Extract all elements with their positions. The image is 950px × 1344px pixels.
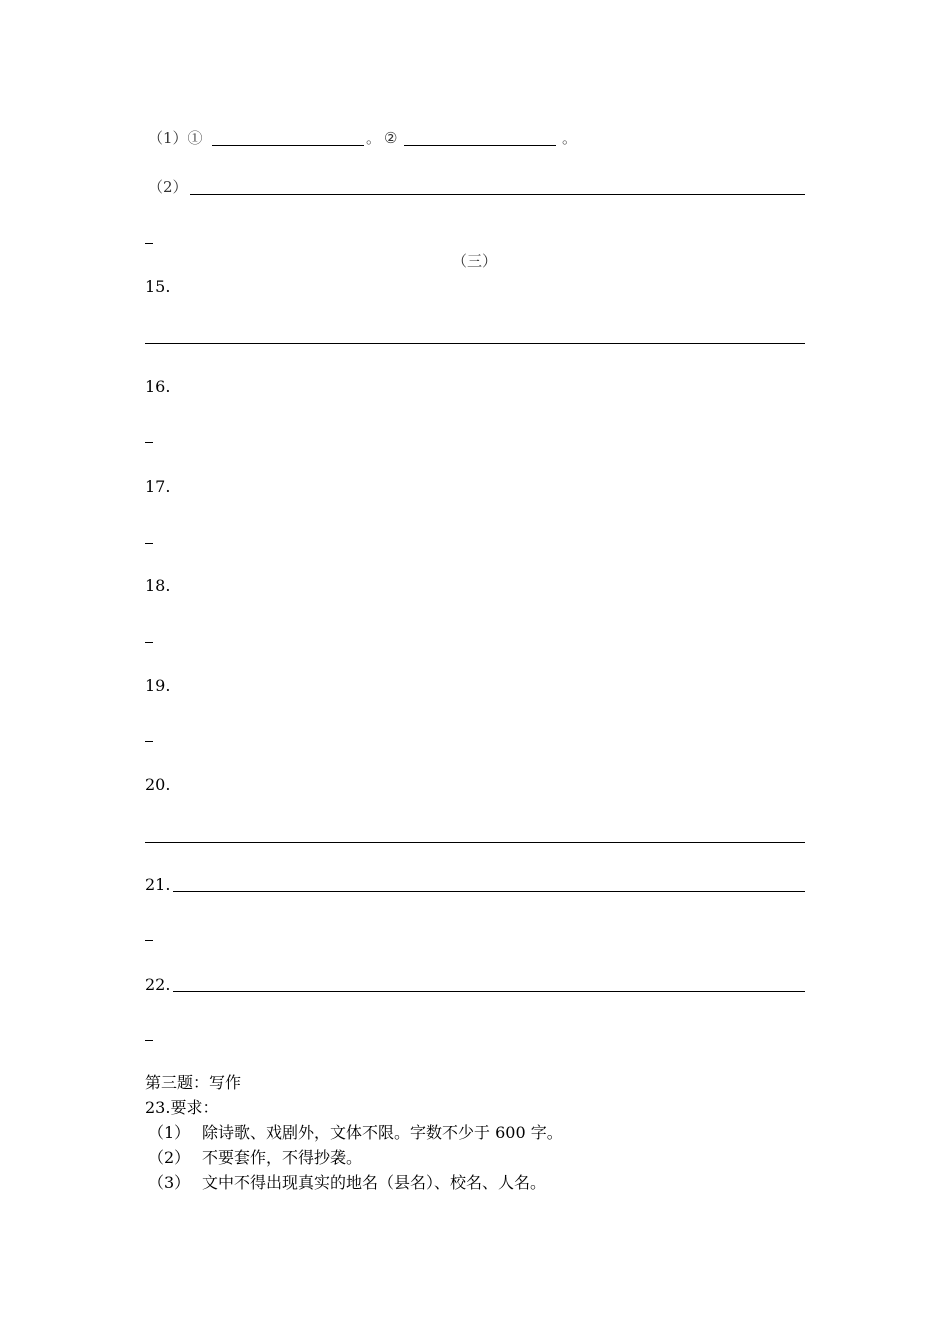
dash-mark: [145, 1040, 153, 1041]
question-16-label: 16.: [145, 377, 171, 396]
question-20-label: 20.: [145, 775, 171, 794]
requirement-2-number: （2）: [148, 1148, 191, 1167]
answer-1-prefix: （1）: [148, 129, 188, 147]
circle-2-marker: ②: [384, 129, 398, 147]
question-15-answer-line[interactable]: [145, 343, 805, 344]
question-22-label: 22.: [145, 975, 171, 994]
requirement-1-text: 除诗歌、戏剧外，文体不限。字数不少于 600 字。: [202, 1123, 563, 1142]
question-17-label: 17.: [145, 477, 171, 496]
requirement-3-text: 文中不得出现真实的地名（县名）、校名、人名。: [202, 1173, 547, 1192]
answer-1-end: 。: [562, 129, 578, 147]
answer-2-label: （2）: [148, 178, 188, 196]
requirement-2-text: 不要套作，不得抄袭。: [202, 1148, 363, 1167]
question-18-label: 18.: [145, 576, 171, 595]
question-21-label: 21.: [145, 875, 171, 894]
writing-requirement-label: 23.要求：: [145, 1098, 219, 1117]
answer-2-blank[interactable]: [190, 194, 805, 195]
question-20-answer-line[interactable]: [145, 842, 805, 843]
dash-mark: [145, 243, 153, 244]
dash-mark: [145, 442, 153, 443]
answer-1-separator: 。: [366, 129, 382, 147]
question-19-label: 19.: [145, 676, 171, 695]
answer-1-blank-1[interactable]: [212, 145, 364, 146]
dash-mark: [145, 642, 153, 643]
answer-1-label: [148, 128, 203, 148]
dash-mark: [145, 940, 153, 941]
question-15-label: 15.: [145, 277, 171, 296]
dash-mark: [145, 543, 153, 544]
question-21-answer-line[interactable]: [173, 891, 805, 892]
dash-mark: [145, 741, 153, 742]
question-22-answer-line[interactable]: [173, 991, 805, 992]
requirement-3-number: （3）: [148, 1173, 191, 1192]
section-three-heading: （三）: [452, 252, 498, 270]
answer-1-blank-2[interactable]: [404, 145, 556, 146]
writing-title: 第三题：写作: [145, 1073, 242, 1092]
circle-1-marker: ①: [187, 129, 203, 147]
requirement-1-number: （1）: [148, 1123, 191, 1142]
